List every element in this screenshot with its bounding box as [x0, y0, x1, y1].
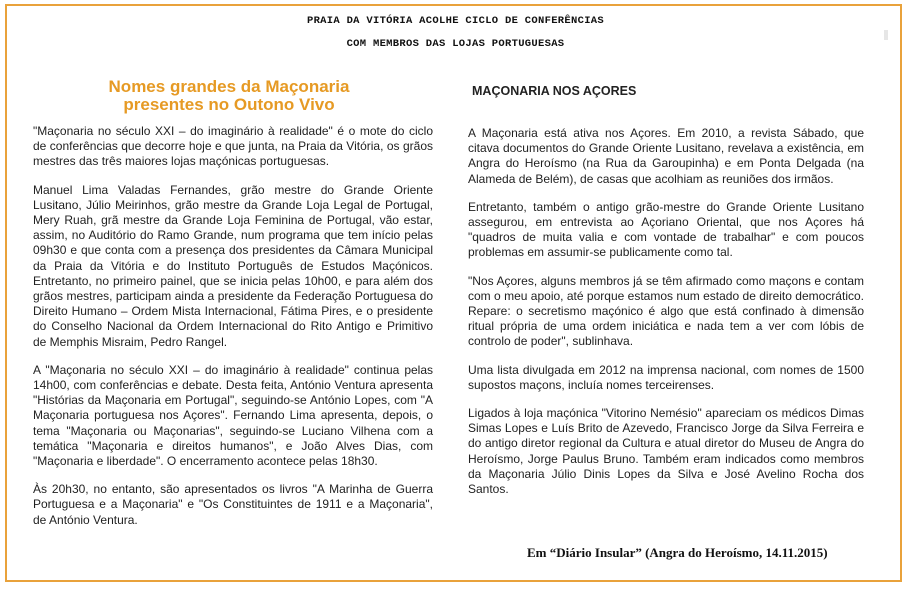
left-article-body [33, 124, 433, 541]
paragraph: Uma lista divulgada em 2012 na imprensa nacional, com nomes de 1500 supostos maçons, incluía nomes terceirenses. [468, 362, 864, 392]
right-article-body [468, 126, 864, 510]
paragraph: "Nos Açores, alguns membros já se têm afirmado como maçons e contam com o meu apoio, até porque estamos num estado de direito democrático. Repare: o secretismo maçónico é algo que está confinado à dimensão ritual própria de uma ordem iniciática e nada tem a ver com lóbis de controlo de poder", sublinhava. [468, 273, 864, 349]
paragraph: A "Maçonaria no século XXI – do imaginário à realidade" continua pelas 14h00, com conferências e debate. Desta feita, António Ventura apresenta "Histórias da Maçonaria em Portugal", seguindo-se António Lopes, com "A Maçonaria portuguesa nos Açores". Fernando Lima apresenta, depois, o tema "Maçonaria ou Maçonarias", seguindo-se Luciano Vilhena com a temática "Maçonaria e direitos humanos", e João Alves Dias, com "Maçonaria e liberdade". O encerramento acontece pelas 18h30. [33, 362, 433, 469]
right-article-title: MAÇONARIA NOS AÇORES [472, 84, 637, 98]
paragraph: Ligados à loja maçónica "Vitorino Nemésio" apareciam os médicos Dimas Simas Lopes e Luís Brito de Azevedo, Francisco Jorge da Silva Ferreira e do antigo diretor regional da Cultura e atual diretor do Museu de Angra do Heroísmo, Jorge Paulus Bruno. Também eram indicados como membros da Maçonaria Júlio Dinis Lopes da Silva e José Avelino Rocha dos Santos. [468, 406, 864, 497]
paragraph: A Maçonaria está ativa nos Açores. Em 2010, a revista Sábado, que citava documentos do Grande Oriente Lusitano, revelava a existência, em Angra do Heroísmo (na Rua da Garoupinha) e em Ponta Delgada (na Alameda de Belém), de casas que acolhiam as reuniões dos irmãos. [468, 126, 864, 186]
paragraph: "Maçonaria no século XXI – do imaginário à realidade" é o mote do ciclo de conferências que decorre hoje e que junta, na Praia da Vitória, os grãos mestres das três maiores lojas maçónicas portuguesas. [33, 124, 433, 169]
left-title-line-1: Nomes grandes da Maçonaria [108, 77, 350, 96]
paragraph: Manuel Lima Valadas Fernandes, grão mestre do Grande Oriente Lusitano, Júlio Meirinhos, grão mestre da Grande Loja Legal de Portugal, Mery Ruah, grã mestre da Grande Loja Feminina de Portugal, vão estar, assim, no Auditório do Ramo Grande, num programa que tem início pelas 09h30 e que conta com a presença dos presidentes da Câmara Municipal da Praia da Vitória e do Instituto Português de Estudos Maçónicos. Entretanto, no primeiro painel, que se inicia pelas 10h00, e para além dos grãos mestres, participam ainda a presidente da Federação Portuguesa do Direito Humano – Ordem Mista Internacional, Fátima Pires, e o presidente do Conselho Nacional da Ordem Internacional do Rito Antigo e Primitivo de Memphis Misraim, Pedro Rangel. [33, 182, 433, 349]
source-citation: Em “Diário Insular” (Angra do Heroísmo, 14.11.2015) [527, 545, 828, 560]
header-line-1: PRAIA DA VITÓRIA ACOLHE CICLO DE CONFERÊNCIAS [306, 15, 605, 27]
paragraph: Às 20h30, no entanto, são apresentados os livros "A Marinha de Guerra Portuguesa e a Maçonaria" e "Os Constituintes de 1911 e a Maçonaria", de António Ventura. [33, 482, 433, 527]
paragraph: Entretanto, também o antigo grão-mestre do Grande Oriente Lusitano assegurou, em entrevista ao Açoriano Oriental, que nos Açores há "quadros de muita valia e com vontade de trabalhar" e com poucos problemas em assumir-se publicamente como tal. [468, 199, 864, 260]
left-title-line-2: presentes no Outono Vivo [123, 95, 335, 114]
header-line-2: COM MEMBROS DAS LOJAS PORTUGUESAS [346, 38, 565, 50]
left-article-title [84, 78, 374, 114]
